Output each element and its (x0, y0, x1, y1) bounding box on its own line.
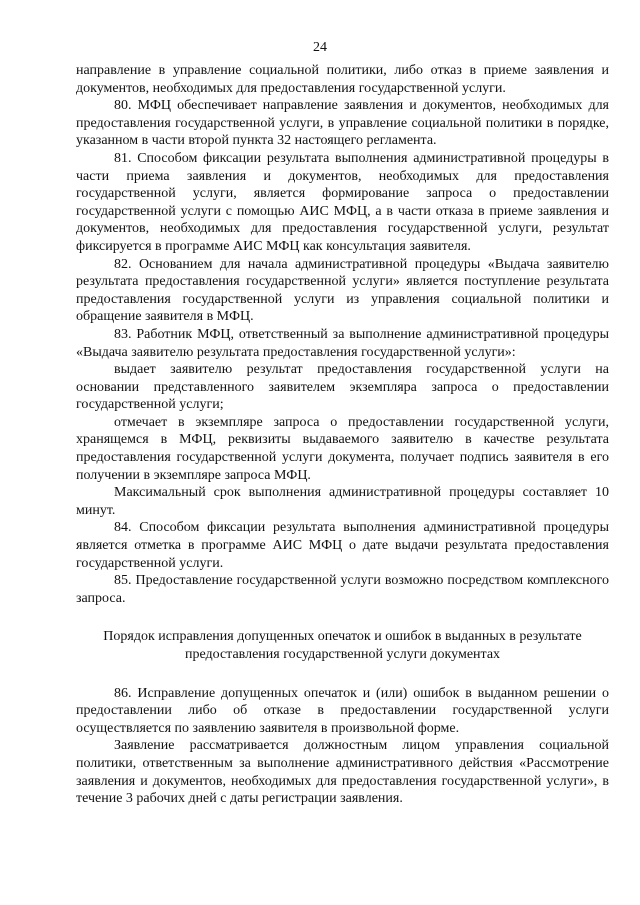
page-number: 24 (313, 40, 327, 55)
paragraphs-after-section (76, 685, 609, 808)
paragraph-80: 80. МФЦ обеспечивает направление заявления и документов, необходимых для предоставления государственной услуги, в управление социальной политики в порядке, указанном в части второй пункта 32 настоящего регламента. (76, 98, 609, 149)
paragraph-review: Заявление рассматривается должностным лицом управления социальной политики, ответственным за выполнение административного действия «Рассмотрение заявления и документов, необходимых для предоставления государственной услуги», в течение 3 рабочих дней с даты регистрации заявления. (76, 738, 609, 807)
section-gap (76, 664, 609, 685)
section-heading: Порядок исправления допущенных опечаток и ошибок в выданных в результате предоставления государственной услуги документах (103, 629, 582, 662)
paragraph-85: 85. Предоставление государственной услуги возможно посредством комплексного запроса. (76, 573, 609, 606)
paragraph-82: 82. Основанием для начала административной процедуры «Выдача заявителю результата предоставления государственной услуги» является поступление результата предоставления государственной услуги из управления социальной политики и обращение заявителя в МФЦ. (76, 256, 609, 325)
paragraph: направление в управление социальной политики, либо отказ в приеме заявления и документов, необходимых для предоставления государственной услуги. (76, 63, 609, 96)
paragraph-83: 83. Работник МФЦ, ответственный за выполнение административной процедуры «Выдача заявителю результата предоставления государственной услуги»: (76, 326, 609, 360)
paragraph-83-item-2: отмечает в экземпляре запроса о предоставлении государственной услуги, хранящемся в МФЦ, реквизиты выдаваемого заявителю в качестве результата предоставления государственной услуги документа, получает подпись заявителя в его получении в экземпляре запроса МФЦ. (76, 414, 609, 483)
paragraph-max-time: Максимальный срок выполнения административной процедуры составляет 10 минут. (76, 485, 609, 518)
paragraph-84: 84. Способом фиксации результата выполнения административной процедуры является отметка в программе АИС МФЦ о дате выдачи результата предоставления государственной услуги. (76, 520, 609, 571)
document-body (76, 62, 609, 808)
paragraph-81: 81. Способом фиксации результата выполнения административной процедуры в части приема заявления и документов, необходимых для предоставления государственной услуги, является формирование запроса о предоставлении государственной услуги с помощью АИС МФЦ, а в части отказа в приеме заявления и документов, необходимых для предоставления государственной услуги, результат фиксируется в программе АИС МФЦ как консультация заявителя. (76, 150, 609, 254)
paragraph-83-item-1: выдает заявителю результат предоставления государственной услуги на основании представленного заявителем экземпляра запроса о предоставлении государственной услуги; (76, 362, 609, 413)
paragraph-86: 86. Исправление допущенных опечаток и (или) ошибок в выданном решении о предоставлении либо об отказе в предоставлении государственной услуги осуществляется по заявлению заявителя в произвольной форме. (76, 685, 609, 736)
paragraphs-before-section (76, 62, 609, 607)
